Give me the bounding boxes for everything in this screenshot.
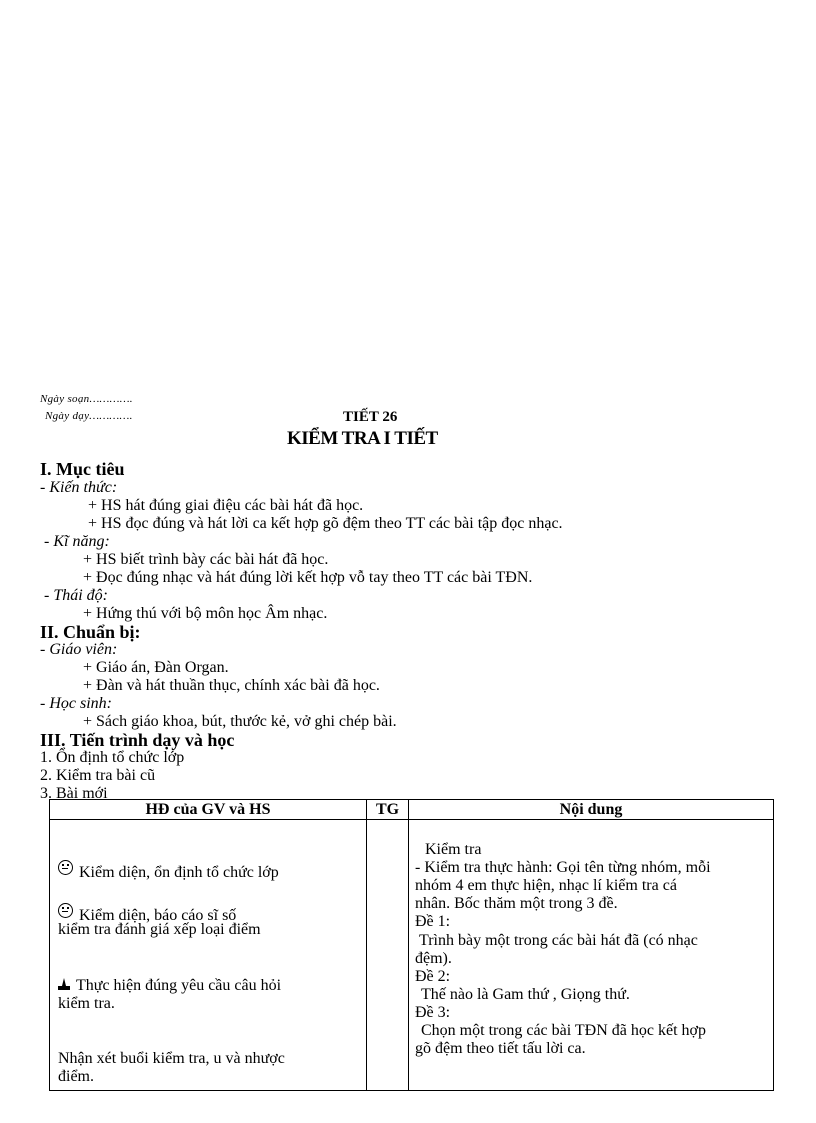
smiley-icon: [58, 860, 73, 875]
triangle-marker-icon: [58, 978, 70, 990]
date-prepared: Ngày soạn………….: [40, 393, 133, 405]
date-taught: Ngày dạy………….: [45, 410, 133, 422]
activity-line: [58, 977, 281, 995]
knowledge-item: + HS hát đúng giai điệu các bài hát đã học.: [88, 497, 364, 514]
content-line: Đề 1:: [415, 913, 451, 930]
lesson-table: [49, 799, 774, 1091]
teacher-item: + Giáo án, Đàn Organ.: [83, 659, 229, 676]
section-3-heading: III. Tiến trình dạy và học: [40, 730, 235, 750]
content-line: nhân. Bốc thăm một trong 3 đề.: [415, 895, 618, 912]
activity-line: kiểm tra.: [58, 995, 115, 1012]
content-line: đệm).: [415, 950, 452, 967]
content-line: nhóm 4 em thực hiện, nhạc lí kiểm tra cá: [415, 877, 677, 894]
activities-cell: [50, 820, 367, 1091]
teacher-item: + Đàn và hát thuần thục, chính xác bài đã học.: [83, 677, 380, 694]
student-item: + Sách giáo khoa, bút, thước kẻ, vở ghi chép bài.: [83, 713, 397, 730]
activity-line: kiểm tra đánh giá xếp loại điểm: [58, 921, 261, 938]
content-line: Thế nào là Gam thứ , Giọng thứ.: [421, 986, 630, 1003]
teacher-label: - Giáo viên:: [40, 641, 118, 658]
smiley-icon: [58, 903, 73, 918]
lesson-number: TIẾT 26: [343, 409, 398, 425]
procedure-step: 3. Bài mới: [40, 785, 108, 802]
section-1-heading: I. Mục tiêu: [40, 459, 125, 479]
content-line: Trình bày một trong các bài hát đã (có nhạc: [419, 932, 698, 949]
header-activities: HĐ của GV và HS: [50, 800, 367, 820]
activity-line: Nhận xét buổi kiểm tra, u và nhược: [58, 1050, 285, 1067]
attitude-item: + Hứng thú với bộ môn học Âm nhạc.: [83, 605, 328, 622]
content-line: Chọn một trong các bài TĐN đã học kết hợp: [421, 1022, 706, 1039]
procedure-step: 2. Kiểm tra bài cũ: [40, 767, 156, 784]
activity-line: điểm.: [58, 1068, 94, 1085]
time-cell: [367, 820, 409, 1091]
page-title: KIỂM TRA I TIẾT: [287, 428, 438, 449]
content-line: Đề 3:: [415, 1004, 451, 1021]
activity-line: [58, 860, 279, 882]
activity-text: Kiểm diện, báo cáo sĩ số: [79, 907, 237, 924]
knowledge-item: + HS đọc đúng và hát lời ca kết hợp gõ đệm theo TT các bài tập đọc nhạc.: [88, 515, 563, 532]
content-line: gõ đệm theo tiết tấu lời ca.: [415, 1040, 586, 1057]
skills-item: + HS biết trình bày các bài hát đã học.: [83, 551, 329, 568]
content-line: Đề 2:: [415, 968, 451, 985]
skills-item: + Đọc đúng nhạc và hát đúng lời kết hợp vỗ tay theo TT các bài TĐN.: [83, 569, 533, 586]
content-cell: [409, 820, 774, 1091]
table-row: [50, 820, 774, 1091]
activity-text: Thực hiện đúng yêu cầu câu hỏi: [76, 977, 282, 994]
section-2-heading: II. Chuẩn bị:: [40, 622, 141, 642]
header-time: TG: [367, 800, 409, 820]
student-label: - Học sinh:: [40, 695, 112, 712]
knowledge-label: - Kiến thức:: [40, 479, 118, 496]
procedure-step: 1. Ổn định tổ chức lớp: [40, 749, 185, 766]
skills-label: - Kĩ năng:: [44, 533, 110, 550]
activity-text: Kiểm diện, ổn định tổ chức lớp: [79, 864, 279, 881]
header-content: Nội dung: [409, 800, 774, 820]
content-line: Kiểm tra: [425, 841, 482, 858]
content-line: - Kiểm tra thực hành: Gọi tên từng nhóm, mỗi: [415, 859, 711, 876]
table-header-row: [50, 800, 774, 820]
attitude-label: - Thái độ:: [44, 587, 108, 604]
